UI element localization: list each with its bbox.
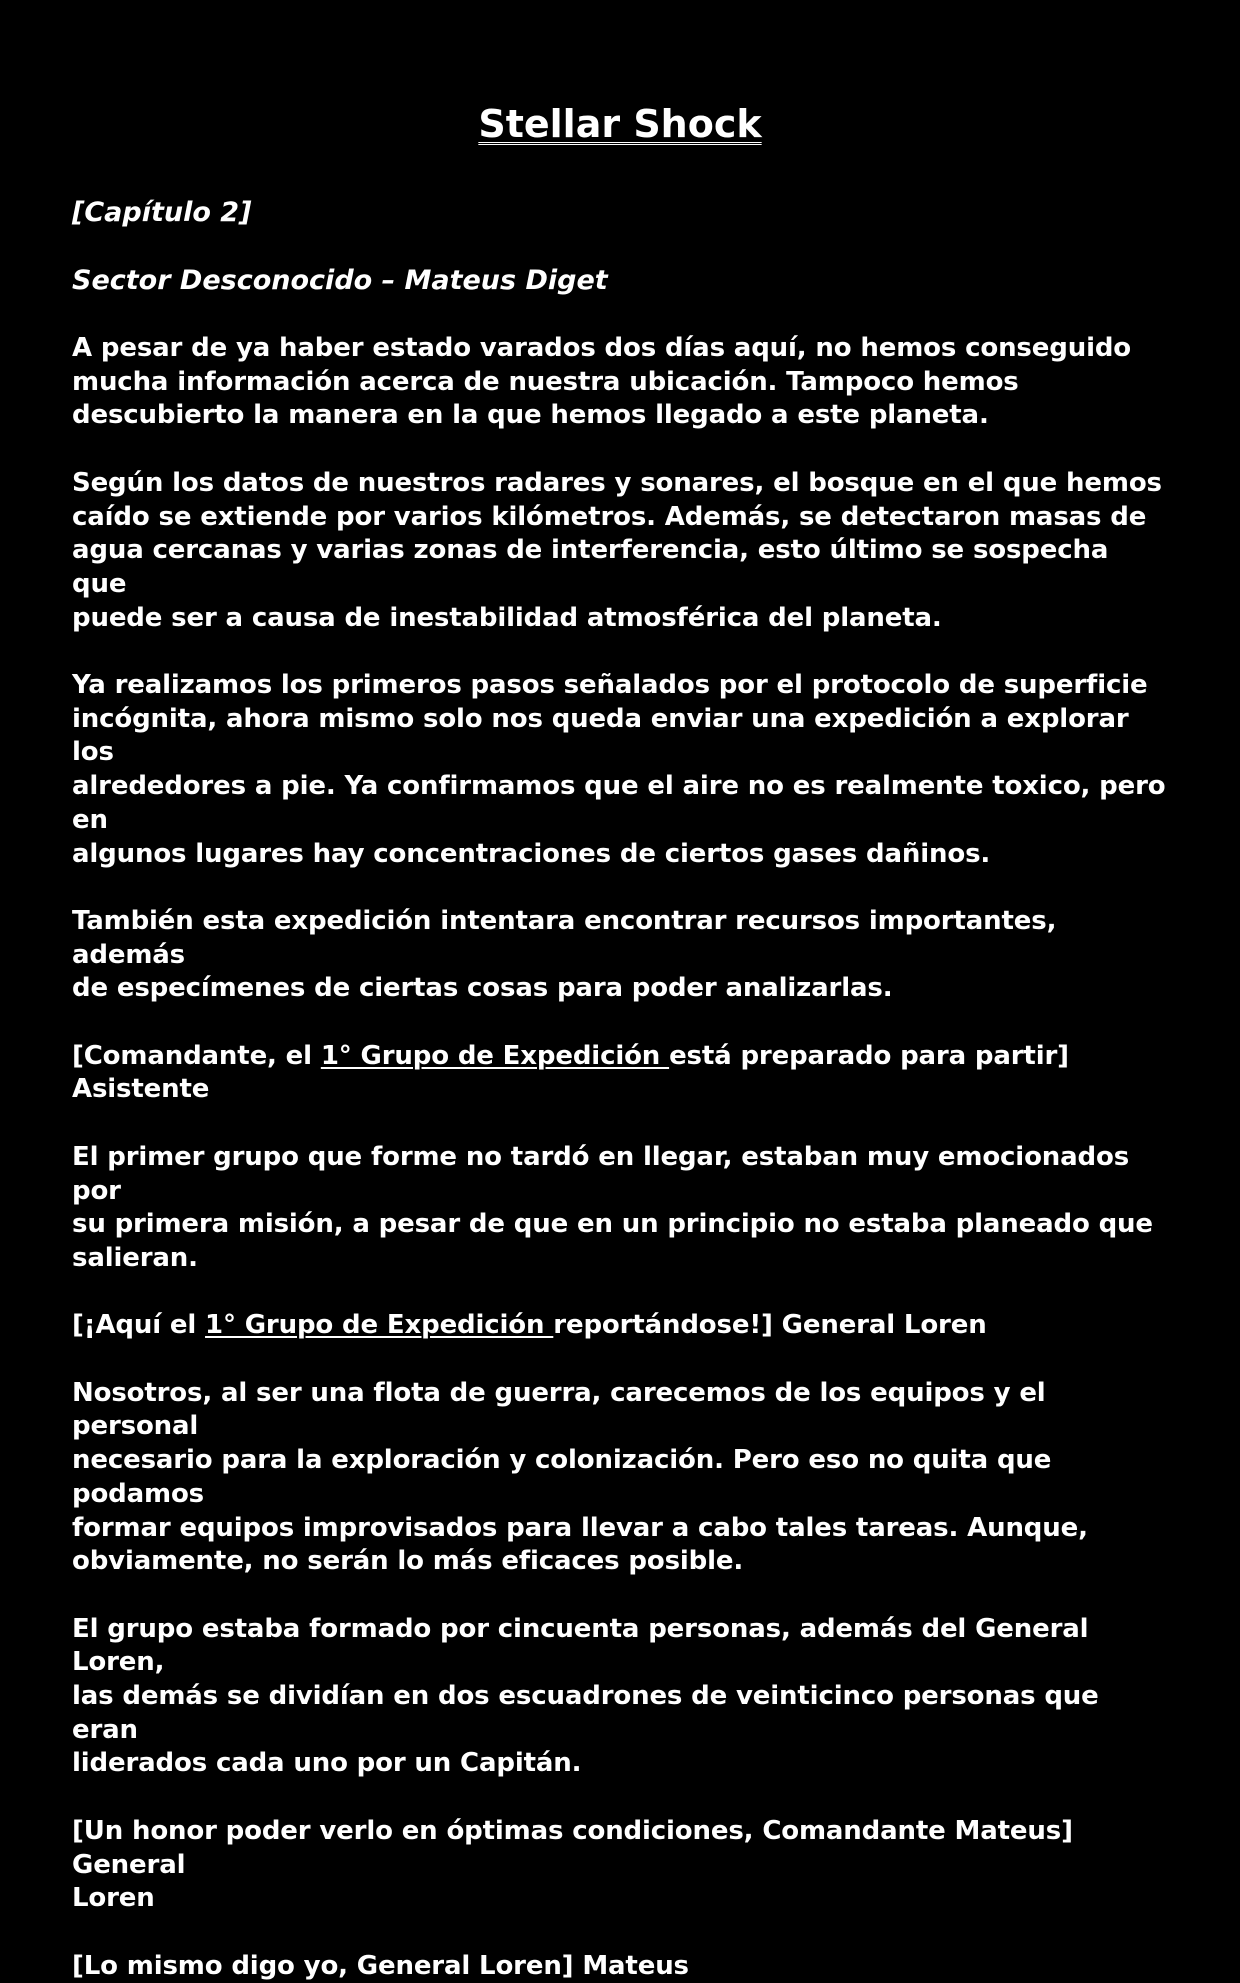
paragraph-line: [Lo mismo digo yo, General Loren] Mateus bbox=[72, 1950, 689, 1981]
paragraph-line: salieran. bbox=[72, 1242, 198, 1273]
paragraph-8 bbox=[72, 1377, 1168, 1579]
paragraph-line: liderados cada uno por un Capitán. bbox=[72, 1748, 582, 1779]
paragraph-line: descubierto la manera en la que hemos llegado a este planeta. bbox=[72, 400, 989, 431]
dialogue-text: reportándose!] General Loren bbox=[553, 1310, 987, 1341]
paragraph-9 bbox=[72, 1613, 1168, 1782]
paragraph-line: También esta expedición intentara encontrar recursos importantes, además bbox=[72, 905, 1057, 970]
paragraph-line: de especímenes de ciertas cosas para poder analizarlas. bbox=[72, 973, 893, 1004]
paragraph-line: Nosotros, al ser una flota de guerra, carecemos de los equipos y el personal bbox=[72, 1377, 1046, 1442]
paragraph-2 bbox=[72, 467, 1168, 636]
paragraph-line: Loren bbox=[72, 1883, 155, 1914]
paragraph-6 bbox=[72, 1141, 1168, 1276]
paragraph-5 bbox=[72, 1040, 1168, 1107]
paragraph-line: puede ser a causa de inestabilidad atmosférica del planeta. bbox=[72, 602, 942, 633]
paragraph-4 bbox=[72, 905, 1168, 1006]
paragraph-line: El primer grupo que forme no tardó en llegar, estaban muy emocionados por bbox=[72, 1141, 1130, 1206]
paragraph-line: incógnita, ahora mismo solo nos queda enviar una expedición a explorar los bbox=[72, 703, 1129, 768]
dialogue-text: está preparado para partir] bbox=[669, 1040, 1069, 1071]
dialogue-text: [Comandante, el bbox=[72, 1040, 321, 1071]
expedition-group-link: 1° Grupo de Expedición bbox=[320, 1040, 670, 1071]
paragraph-line: El grupo estaba formado por cincuenta personas, además del General Loren, bbox=[72, 1613, 1089, 1678]
paragraph-line: algunos lugares hay concentraciones de ciertos gases dañinos. bbox=[72, 838, 991, 869]
paragraph-line: su primera misión, a pesar de que en un principio no estaba planeado que bbox=[72, 1209, 1153, 1240]
paragraph-line: las demás se dividían en dos escuadrones de veinticinco personas que eran bbox=[72, 1681, 1099, 1745]
dialogue-text: [¡Aquí el bbox=[72, 1310, 206, 1341]
sector-label: Sector Desconocido – Mateus Diget bbox=[72, 265, 608, 296]
paragraph-line: Ya realizamos los primeros pasos señalados por el protocolo de superficie bbox=[72, 670, 1148, 700]
paragraph-line bbox=[72, 1309, 1168, 1343]
paragraph-line: caído se extiende por varios kilómetros. Además, se detectaron masas de bbox=[72, 501, 1147, 532]
paragraph-10 bbox=[72, 1815, 1168, 1916]
paragraph-11 bbox=[72, 1950, 1168, 1983]
paragraph-1 bbox=[72, 332, 1168, 433]
paragraph-3 bbox=[72, 669, 1168, 871]
paragraph-7 bbox=[72, 1309, 1168, 1343]
paragraph-line: alrededores a pie. Ya confirmamos que el aire no es realmente toxico, pero en bbox=[72, 771, 1166, 835]
paragraph-line: obviamente, no serán lo más eficaces posible. bbox=[72, 1546, 744, 1577]
paragraph-line: [Un honor poder verlo en óptimas condiciones, Comandante Mateus] General bbox=[72, 1815, 1073, 1880]
document-title: Stellar Shock bbox=[478, 102, 762, 146]
paragraph-line: formar equipos improvisados para llevar a cabo tales tareas. Aunque, bbox=[72, 1512, 1088, 1543]
paragraph-line bbox=[72, 1040, 1168, 1074]
speaker-label: Asistente bbox=[72, 1074, 210, 1105]
chapter-label: [Capítulo 2] bbox=[72, 197, 252, 228]
paragraph-line: mucha información acerca de nuestra ubicación. Tampoco hemos bbox=[72, 366, 1019, 397]
paragraph-line: A pesar de ya haber estado varados dos días aquí, no hemos conseguido bbox=[72, 333, 1132, 363]
paragraph-line: Según los datos de nuestros radares y sonares, el bosque en el que hemos bbox=[72, 467, 1162, 498]
paragraph-line: agua cercanas y varias zonas de interferencia, esto último se sospecha que bbox=[72, 535, 1109, 599]
paragraph-line: necesario para la exploración y colonización. Pero eso no quita que podamos bbox=[72, 1445, 1052, 1509]
expedition-group-link: 1° Grupo de Expedición bbox=[205, 1310, 554, 1341]
